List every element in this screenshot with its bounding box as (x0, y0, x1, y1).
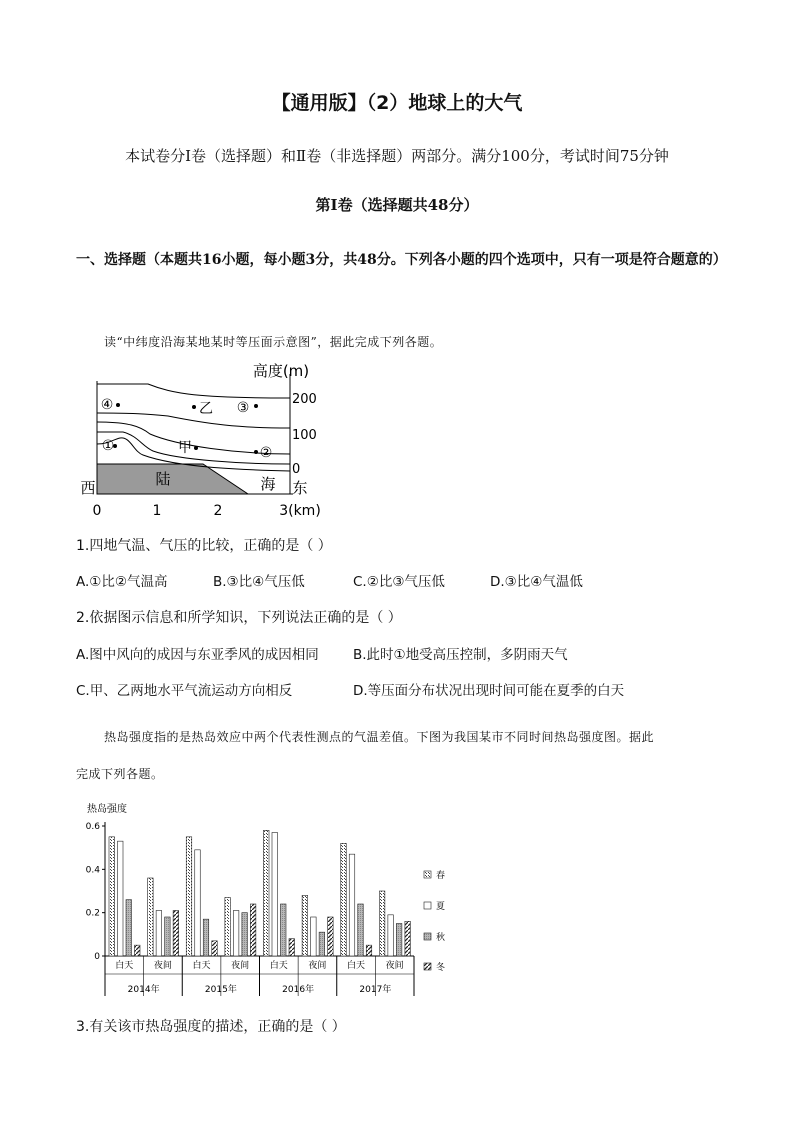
part-heading: 第Ⅰ卷（选择题共48分） (315, 196, 479, 214)
y-tick-0: 0 (292, 462, 301, 477)
bar-冬 (212, 941, 218, 956)
point-1: ① (101, 438, 115, 454)
chart-category-label: 白天 (347, 961, 366, 971)
legend-swatch-春 (424, 871, 431, 878)
bar-冬 (289, 939, 295, 956)
bar-秋 (126, 900, 132, 956)
section-heading: 一、选择题（本题共16小题，每小题3分，共48分。下列各小题的四个选项中，只有一项是符合题意的） (76, 252, 727, 268)
bar-夏 (349, 854, 355, 956)
chart-year-label: 2014年 (127, 985, 160, 995)
bar-冬 (405, 921, 411, 956)
bar-冬 (250, 904, 256, 956)
bar-夏 (311, 917, 317, 956)
y-tick-100: 100 (292, 428, 317, 443)
bar-冬 (328, 917, 334, 956)
chart-category-label: 夜间 (153, 961, 172, 971)
q2-option-c: C.甲、乙两地水平气流运动方向相反 (76, 683, 293, 699)
bar-春 (264, 830, 270, 956)
chart-y-tick-label: 0.6 (85, 822, 100, 832)
page-title: 【通用版】（2）地球上的大气 (271, 92, 523, 114)
chart-category-label: 夜间 (385, 961, 404, 971)
legend-swatch-冬 (424, 963, 431, 970)
point-yi: 乙 (199, 401, 213, 417)
point-3: ③ (236, 400, 250, 416)
q1-option-c: C.②比③气压低 (353, 574, 445, 590)
legend-label-秋: 秋 (436, 933, 446, 943)
bar-冬 (366, 945, 372, 956)
x-tick-3: 3(km) (279, 503, 321, 519)
question-2-stem: 2.依据图示信息和所学知识，下列说法正确的是（ ） (76, 610, 402, 626)
bar-春 (109, 837, 115, 956)
question-3-stem: 3.有关该市热岛强度的描述，正确的是（ ） (76, 1019, 346, 1035)
west-label: 西 (80, 479, 96, 497)
bar-夏 (195, 850, 201, 956)
bar-夏 (118, 841, 124, 956)
bar-秋 (165, 917, 171, 956)
chart-category-label: 白天 (192, 961, 211, 971)
q2-option-b: B.此时①地受高压控制，多阴雨天气 (353, 647, 568, 663)
q2-option-d: D.等压面分布状况出现时间可能在夏季的白天 (353, 683, 625, 699)
chart-category-label: 白天 (269, 961, 288, 971)
chart-year-label: 2015年 (204, 985, 237, 995)
bar-夏 (233, 911, 239, 957)
land-label: 陆 (155, 470, 171, 488)
bar-春 (302, 895, 308, 956)
bar-秋 (396, 924, 402, 957)
legend-swatch-秋 (424, 933, 431, 940)
bar-秋 (203, 919, 209, 956)
chart-year-label: 2016年 (282, 985, 315, 995)
q2-option-a: A.图中风向的成因与东亚季风的成因相同 (76, 647, 319, 663)
bar-冬 (173, 911, 179, 957)
chart-category-label: 夜间 (308, 961, 327, 971)
question-intro-2-cont: 完成下列各题。 (76, 767, 164, 781)
bar-秋 (281, 904, 287, 956)
point-jia: 甲 (178, 440, 192, 456)
bar-春 (225, 898, 231, 957)
bar-秋 (358, 904, 364, 956)
x-tick-0: 0 (92, 503, 102, 519)
legend-label-冬: 冬 (436, 963, 446, 973)
chart-y-label: 热岛强度 (87, 804, 127, 815)
bar-春 (148, 878, 154, 956)
question-intro-1: 读“中纬度沿海某地某时等压面示意图”，据此完成下列各题。 (104, 335, 443, 349)
q1-option-a: A.①比②气温高 (76, 574, 168, 590)
legend-label-春: 春 (436, 871, 446, 881)
chart-y-tick-label: 0.4 (85, 865, 100, 876)
bar-春 (186, 837, 192, 956)
bar-夏 (156, 911, 162, 957)
question-1-stem: 1.四地气温、气压的比较，正确的是（ ） (76, 538, 332, 554)
legend-swatch-夏 (424, 902, 431, 909)
chart-category-label: 白天 (115, 961, 134, 971)
bar-夏 (388, 915, 394, 956)
bar-春 (341, 843, 347, 956)
point-2: ② (259, 445, 273, 461)
chart-category-label: 夜间 (231, 961, 250, 971)
isobar-diagram (78, 356, 328, 526)
q1-option-d: D.③比④气温低 (490, 574, 583, 590)
point-4: ④ (100, 397, 114, 413)
bar-冬 (135, 945, 141, 956)
bar-春 (379, 891, 385, 956)
x-tick-2: 2 (213, 503, 223, 519)
y-tick-200: 200 (292, 392, 317, 407)
bar-秋 (242, 913, 248, 956)
bar-夏 (272, 833, 278, 957)
chart-y-tick-label: 0.2 (85, 908, 100, 919)
heat-island-chart (84, 798, 454, 1000)
sea-label: 海 (260, 475, 276, 493)
chart-year-label: 2017年 (359, 985, 392, 995)
exam-intro: 本试卷分Ⅰ卷（选择题）和Ⅱ卷（非选择题）两部分。满分100分，考试时间75分钟 (125, 147, 669, 165)
chart-y-tick-label: 0 (94, 952, 100, 962)
east-label: 东 (292, 479, 308, 497)
legend-label-夏: 夏 (436, 902, 446, 912)
question-intro-2: 热岛强度指的是热岛效应中两个代表性测点的气温差值。下图为我国某市不同时间热岛强度图。据此 (104, 730, 655, 744)
bar-秋 (319, 932, 325, 956)
y-axis-label: 高度(m) (252, 362, 310, 380)
x-tick-1: 1 (152, 503, 162, 519)
q1-option-b: B.③比④气压低 (213, 574, 305, 590)
